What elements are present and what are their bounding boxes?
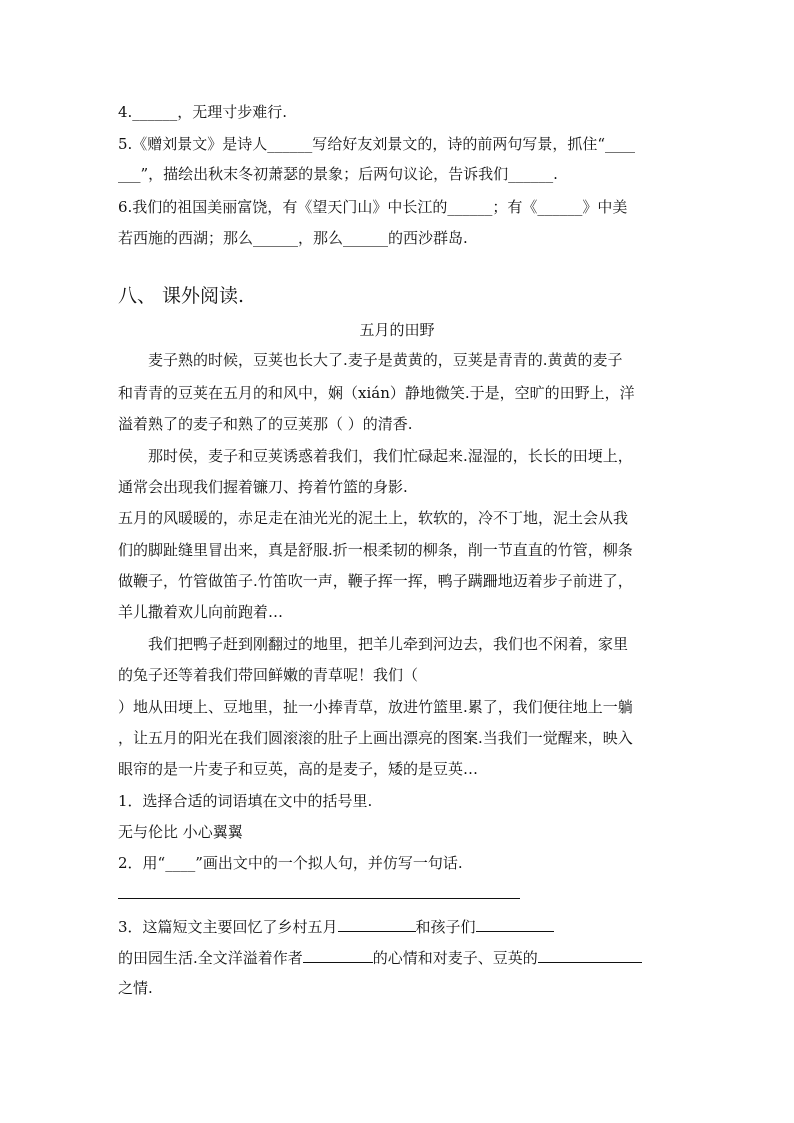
passage-p1-line-1: 麦子熟的时候，豆荚也长大了.麦子是黄黄的，豆荚是青青的.黄黄的麦子: [148, 351, 623, 369]
question-4: 4.______，无理寸步难行.: [118, 103, 288, 121]
blank-author-mood[interactable]: [303, 947, 373, 963]
exercise-2: 2．用“____”画出文中的一个拟人句，并仿写一句话.: [118, 854, 463, 872]
question-5-line-1: 5.《赠刘景文》是诗人______写给好友刘景文的，诗的前两句写景，抓住“____: [118, 135, 635, 153]
passage-p3-line-1: 五月的风暖暖的，赤足走在油光光的泥土上，软软的，冷不丁地，泥土会从我: [118, 509, 629, 527]
exercise-3-text-b: 和孩子们: [415, 918, 476, 936]
section-heading: 八、 课外阅读.: [118, 285, 245, 307]
passage-p3-line-3: 做鞭子，竹管做笛子.竹笛吹一声，鞭子挥一挥，鸭子蹒跚地迈着步子前进了，: [118, 572, 633, 590]
passage-p4-line-5: 眼帘的是一片麦子和豆英，高的是麦子，矮的是豆英…: [118, 760, 479, 778]
passage-p3-line-2: 们的脚趾缝里冒出来，真是舒服.折一根柔韧的柳条，削一节直直的竹管，柳条: [118, 541, 633, 559]
exercise-3-text-c: 的田园生活.全文洋溢着作者: [118, 949, 303, 967]
passage-title: 五月的田野: [359, 321, 435, 339]
blank-feeling[interactable]: [538, 947, 642, 963]
exercise-3-line-2: [118, 947, 642, 968]
exercise-1-options: 无与伦比 小心翼翼: [118, 823, 243, 841]
passage-p3-line-4: 羊儿撒着欢儿向前跑着…: [118, 603, 284, 621]
passage-p2-line-1: 那时侯，麦子和豆荚诱惑着我们，我们忙碌起来.湿湿的，长长的田埂上，: [148, 447, 633, 465]
exercise-3-text-a: 3．这篇短文主要回忆了乡村五月: [118, 918, 338, 936]
passage-p4-line-1: 我们把鸭子赶到刚翻过的地里，把羊儿牵到河边去，我们也不闲着，家里: [148, 635, 629, 653]
passage-p4-line-2: 的兔子还等着我们带回鲜嫩的青草呢！我们（: [118, 666, 419, 684]
exercise-3-line-1: [118, 916, 554, 937]
passage-p1-line-3: 溢着熟了的麦子和熟了的豆荚那（ ）的清香.: [118, 415, 413, 433]
passage-p1-line-2: 和青青的豆荚在五月的和风中，娴（xián）静地微笑.于是，空旷的田野上，洋: [118, 384, 635, 402]
exercise-1: 1．选择合适的词语填在文中的括号里.: [118, 792, 373, 810]
passage-p4-line-4: ，让五月的阳光在我们圆滚滚的肚子上画出漂亮的图案.当我们一觉醒来，映入: [118, 729, 633, 747]
exercise-3-text-d: 的心情和对麦子、豆英的: [372, 949, 538, 967]
question-5-line-2: ___”，描绘出秋末冬初萧瑟的景象；后两句议论，告诉我们______.: [118, 165, 558, 183]
answer-line-exercise-2[interactable]: [118, 898, 520, 899]
passage-p4-line-3: ）地从田埂上、豆地里，扯一小捧青草，放进竹篮里.累了，我们便往地上一躺: [118, 698, 633, 716]
question-6-line-2: 若西施的西湖；那么______，那么______的西沙群岛.: [118, 229, 468, 247]
blank-village-may[interactable]: [338, 916, 416, 932]
passage-p2-line-2: 通常会出现我们握着镰刀、挎着竹篮的身影.: [118, 478, 408, 496]
exercise-3-line-3: 之情.: [118, 979, 153, 997]
question-6-line-1: 6.我们的祖国美丽富饶，有《望天门山》中长江的______；有《______》中美: [118, 198, 628, 216]
blank-children[interactable]: [476, 916, 554, 932]
